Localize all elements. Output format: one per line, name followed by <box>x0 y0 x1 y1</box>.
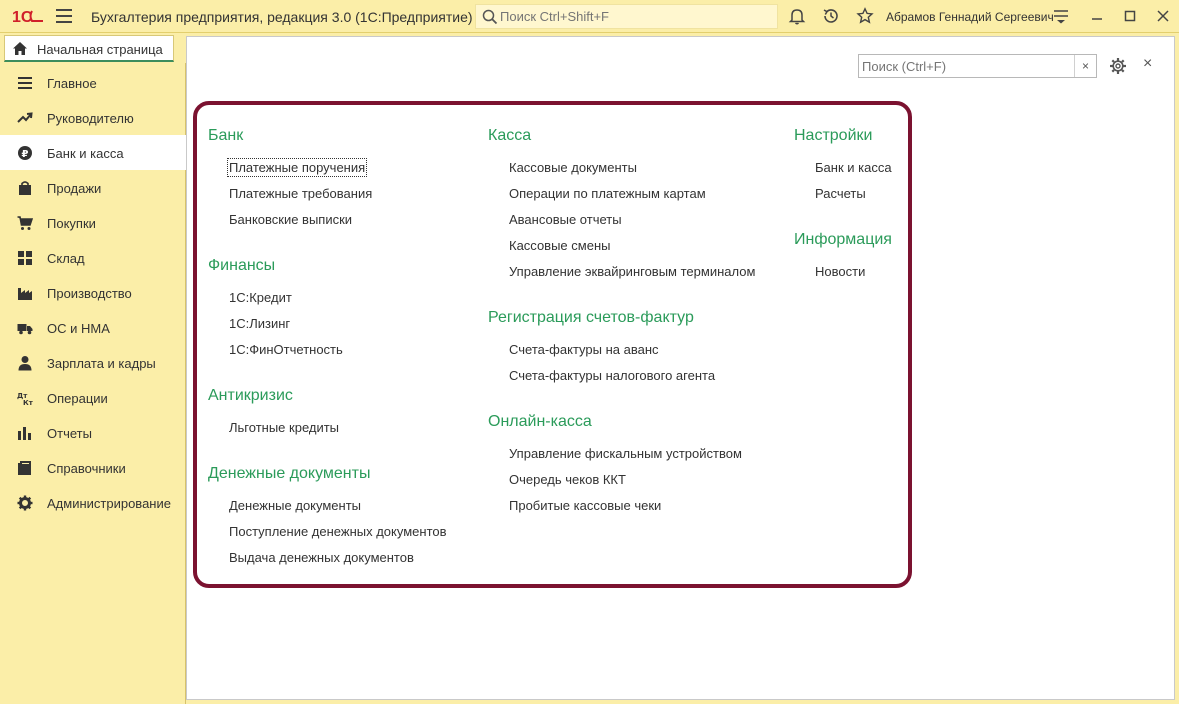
bar-chart-icon <box>17 425 33 441</box>
sidebar-item-label: ОС и НМА <box>47 321 110 336</box>
link-kassa-documents[interactable]: Кассовые документы <box>509 160 637 175</box>
section-settings-title: Настройки <box>794 127 873 144</box>
home-icon <box>12 41 28 56</box>
link-preferential-credits[interactable]: Льготные кредиты <box>229 420 340 435</box>
link-cash-documents-issue[interactable]: Выдача денежных документов <box>229 550 414 565</box>
sidebar-item-main[interactable] <box>0 65 186 100</box>
factory-icon <box>17 285 33 301</box>
maximize-icon[interactable] <box>1121 7 1139 25</box>
link-1c-credit[interactable]: 1С:Кредит <box>229 290 292 305</box>
user-name[interactable]: Абрамов Геннадий Сергеевич <box>886 10 1054 24</box>
minimize-icon[interactable] <box>1088 7 1106 25</box>
link-card-operations[interactable]: Операции по платежным картам <box>509 186 706 201</box>
svg-text:Дт: Дт <box>17 392 28 400</box>
app-title: Бухгалтерия предприятия, редакция 3.0 (1С:Предприятие) <box>91 9 473 25</box>
person-icon <box>17 355 33 371</box>
sidebar <box>0 63 186 704</box>
cart-icon <box>17 215 33 231</box>
sidebar-item-fixed-assets[interactable] <box>0 310 186 345</box>
sidebar-item-label: Операции <box>47 391 108 406</box>
tab-home-label: Начальная страница <box>37 42 163 57</box>
sidebar-item-production[interactable] <box>0 275 186 310</box>
global-search-field[interactable] <box>475 4 778 29</box>
sidebar-item-label: Справочники <box>47 461 126 476</box>
sidebar-item-payroll[interactable] <box>0 345 186 380</box>
sidebar-item-label: Покупки <box>47 216 96 231</box>
link-kkt-queue[interactable]: Очередь чеков ККТ <box>509 472 626 487</box>
sidebar-item-purchases[interactable] <box>0 205 186 240</box>
link-cash-documents[interactable]: Денежные документы <box>229 498 362 513</box>
link-1c-finreporting[interactable]: 1С:ФинОтчетность <box>229 342 343 357</box>
bell-icon[interactable] <box>788 7 806 25</box>
history-icon[interactable] <box>822 7 840 25</box>
sidebar-item-operations[interactable] <box>0 380 186 415</box>
section-invoices-title: Регистрация счетов-фактур <box>488 309 694 326</box>
search-icon <box>482 9 498 25</box>
tab-bar <box>0 33 186 63</box>
close-window-icon[interactable] <box>1154 7 1172 25</box>
1c-logo-icon[interactable] <box>12 7 44 25</box>
svg-text:Кт: Кт <box>23 399 33 406</box>
link-bank-statements[interactable]: Банковские выписки <box>229 212 353 227</box>
section-online-kassa-title: Онлайн-касса <box>488 413 592 430</box>
sidebar-item-bank-cash[interactable] <box>0 135 186 170</box>
star-icon[interactable] <box>856 7 874 25</box>
sidebar-item-label: Главное <box>47 76 97 91</box>
sidebar-item-label: Продажи <box>47 181 102 196</box>
link-printed-receipts[interactable]: Пробитые кассовые чеки <box>509 498 662 513</box>
warehouse-icon <box>17 250 33 266</box>
tab-home[interactable] <box>4 35 174 62</box>
close-panel-button[interactable]: × <box>1143 55 1153 72</box>
gear-icon <box>17 495 33 511</box>
sidebar-item-label: Зарплата и кадры <box>47 356 156 371</box>
link-tax-agent-invoices[interactable]: Счета-фактуры налогового агента <box>509 368 716 383</box>
link-fiscal-device[interactable]: Управление фискальным устройством <box>509 446 742 461</box>
panel-search-field[interactable] <box>858 54 1097 78</box>
svg-text:1C: 1C <box>12 9 33 25</box>
bag-icon <box>17 180 33 196</box>
link-payment-orders[interactable]: Платежные поручения <box>229 160 366 175</box>
list-icon <box>17 75 33 91</box>
link-payment-requests[interactable]: Платежные требования <box>229 186 373 201</box>
link-kassa-shifts[interactable]: Кассовые смены <box>509 238 611 253</box>
link-news[interactable]: Новости <box>815 264 866 279</box>
sidebar-item-label: Администрирование <box>47 496 171 511</box>
sidebar-item-sales[interactable] <box>0 170 186 205</box>
sidebar-item-warehouse[interactable] <box>0 240 186 275</box>
dt-kt-icon <box>17 390 33 406</box>
clear-search-button[interactable]: × <box>1074 55 1096 77</box>
section-bank-title: Банк <box>208 127 244 144</box>
sidebar-item-references[interactable] <box>0 450 186 485</box>
truck-icon <box>17 320 33 336</box>
title-bar <box>0 0 1179 33</box>
link-settings-bank-cash[interactable]: Банк и касса <box>815 160 892 175</box>
link-advance-invoices[interactable]: Счета-фактуры на аванс <box>509 342 659 357</box>
sidebar-item-label: Отчеты <box>47 426 92 441</box>
panel-settings-gear-icon[interactable] <box>1109 57 1127 75</box>
sidebar-item-reports[interactable] <box>0 415 186 450</box>
sidebar-item-manager[interactable] <box>0 100 186 135</box>
link-1c-leasing[interactable]: 1С:Лизинг <box>229 316 291 331</box>
trend-icon <box>17 110 33 126</box>
sidebar-item-label: Склад <box>47 251 85 266</box>
section-info-title: Информация <box>794 231 892 248</box>
panel-search-input[interactable] <box>862 58 1074 75</box>
global-search-input[interactable] <box>500 8 770 25</box>
sidebar-item-label: Банк и касса <box>47 146 124 161</box>
main-menu-icon[interactable] <box>56 9 72 23</box>
section-finance-title: Финансы <box>208 257 276 274</box>
link-cash-documents-receipt[interactable]: Поступление денежных документов <box>229 524 447 539</box>
sidebar-item-label: Производство <box>47 286 132 301</box>
section-cash-docs-title: Денежные документы <box>208 465 371 482</box>
sidebar-item-administration[interactable] <box>0 485 186 520</box>
section-panel <box>186 36 1175 700</box>
book-icon <box>17 460 33 476</box>
sidebar-item-label: Руководителю <box>47 111 134 126</box>
link-acquiring-terminal[interactable]: Управление эквайринговым терминалом <box>509 264 756 279</box>
link-advance-reports[interactable]: Авансовые отчеты <box>509 212 622 227</box>
settings-menu-icon[interactable] <box>1052 7 1070 25</box>
section-anticrisis-title: Антикризис <box>208 387 293 404</box>
section-kassa-title: Касса <box>488 127 532 144</box>
link-settings-settlements[interactable]: Расчеты <box>815 186 866 201</box>
ruble-icon <box>17 145 33 161</box>
svg-text:₽: ₽ <box>21 149 29 160</box>
